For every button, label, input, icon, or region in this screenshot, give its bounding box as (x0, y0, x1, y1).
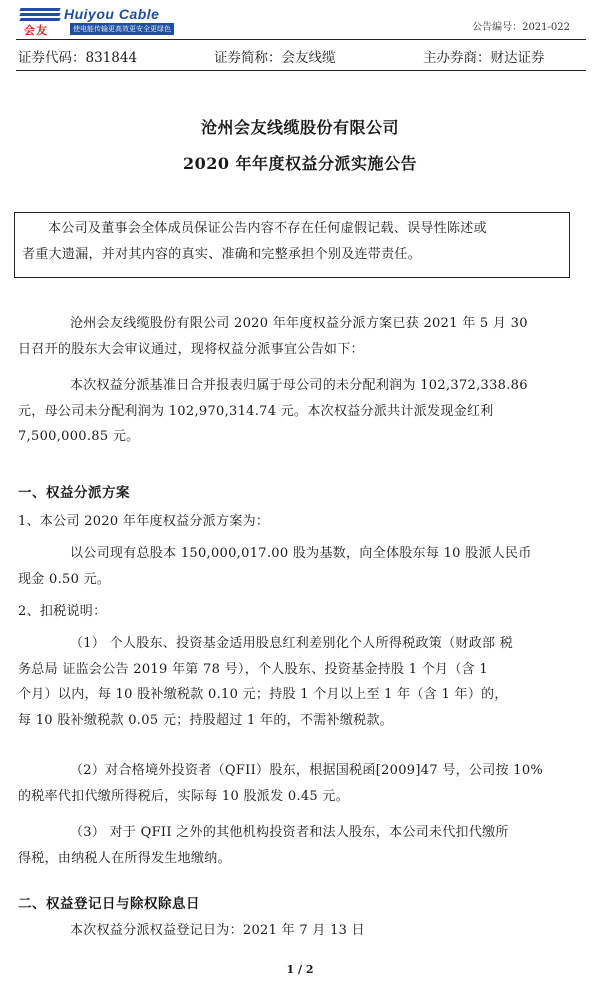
logo-mark (18, 6, 62, 36)
paragraph-line: 1、本公司 2020 年年度权益分派方案为： (18, 514, 270, 529)
header-divider-top (16, 39, 586, 40)
paragraph-line: （3） 对于 QFII 之外的其他机构投资者和法人股东，本公司未代扣代缴所 (70, 825, 509, 840)
logo-slogan: 使电能传输更高效更安全更绿色 (70, 23, 174, 35)
company-title: 沧州会友线缆股份有限公司 (200, 118, 399, 137)
paragraph-line: 的税率代扣代缴所得税后，实际每 10 股派发 0.45 元。 (18, 788, 350, 804)
page-number: 1 / 2 (286, 963, 314, 976)
disclaimer-line: 本公司及董事会全体成员保证公告内容不存在任何虚假记载、误导性陈述或 (48, 221, 487, 236)
section-heading-1: 一、权益分派方案 (18, 485, 130, 501)
tax-item-2 (18, 599, 576, 625)
stock-name: 证券简称：会友线缆 (214, 50, 336, 66)
intro-paragraph (18, 311, 576, 362)
tax-note-3 (18, 820, 576, 871)
paragraph-line: 务总局 证监会公告 2019 年第 78 号），个人股东、投资基金持股 1 个月（含 1 (18, 661, 488, 677)
disclaimer-text (22, 216, 562, 267)
retained-earnings-paragraph (18, 373, 576, 450)
section-heading-2: 二、权益登记日与除权除息日 (18, 896, 200, 912)
paragraph-line: 2、扣税说明： (18, 604, 107, 619)
record-date (18, 918, 576, 944)
company-logo (18, 6, 171, 37)
paragraph-line: （1） 个人股东、投资基金适用股息红利差别化个人所得税政策（财政部 税 (70, 636, 514, 651)
paragraph-line: 以公司现有总股本 150,000,017.00 股为基数，向全体股东每 10 股派人民币 (70, 546, 532, 561)
paragraph-line: 现金 0.50 元。 (18, 571, 111, 587)
disclaimer-line: 者重大遗漏，并对其内容的真实、准确和完整承担个别及连带责任。 (22, 246, 422, 262)
plan-item-1 (18, 509, 576, 535)
paragraph-line: 沧州会友线缆股份有限公司 2020 年年度权益分派方案已获 2021 年 5 月 30 (70, 316, 528, 331)
paragraph-line: 本次权益分派权益登记日为：2021 年 7 月 13 日 (70, 923, 365, 938)
logo-cn-text: 会友 (24, 24, 48, 37)
plan-detail (18, 541, 576, 592)
paragraph-line: 个月）以内，每 10 股补缴税款 0.10 元；持股 1 个月以上至 1 年（含 1 年）的， (18, 687, 508, 702)
paragraph-line: 本次权益分派基准日合并报表归属于母公司的未分配利润为 102,372,338.86 (70, 378, 528, 393)
tax-note-2 (18, 758, 576, 809)
logo-brand-text: Huiyou Cable (64, 6, 160, 22)
paragraph-line: 7,500,000.85 元。 (18, 429, 140, 444)
stock-code: 证券代码：831844 (18, 50, 138, 66)
paragraph-line: 得税，由纳税人在所得发生地缴纳。 (18, 850, 231, 866)
notice-number: 公告编号：2021-022 (472, 22, 570, 33)
sponsor-broker: 主办券商：财达证券 (423, 50, 545, 66)
paragraph-line: 元，母公司未分配利润为 102,970,314.74 元。本次权益分派共计派发现金红利 (18, 403, 494, 419)
paragraph-line: 日召开的股东大会审议通过，现将权益分派事宜公告如下： (18, 341, 364, 357)
document-title: 2020 年年度权益分派实施公告 (182, 154, 418, 173)
paragraph-line: 每 10 股补缴税款 0.05 元；持股超过 1 年的，不需补缴税款。 (18, 712, 394, 728)
paragraph-line: （2）对合格境外投资者（QFII）股东，根据国税函[2009]47 号，公司按 10% (70, 763, 544, 778)
tax-note-1 (18, 631, 576, 733)
header-divider-bottom (16, 70, 586, 71)
